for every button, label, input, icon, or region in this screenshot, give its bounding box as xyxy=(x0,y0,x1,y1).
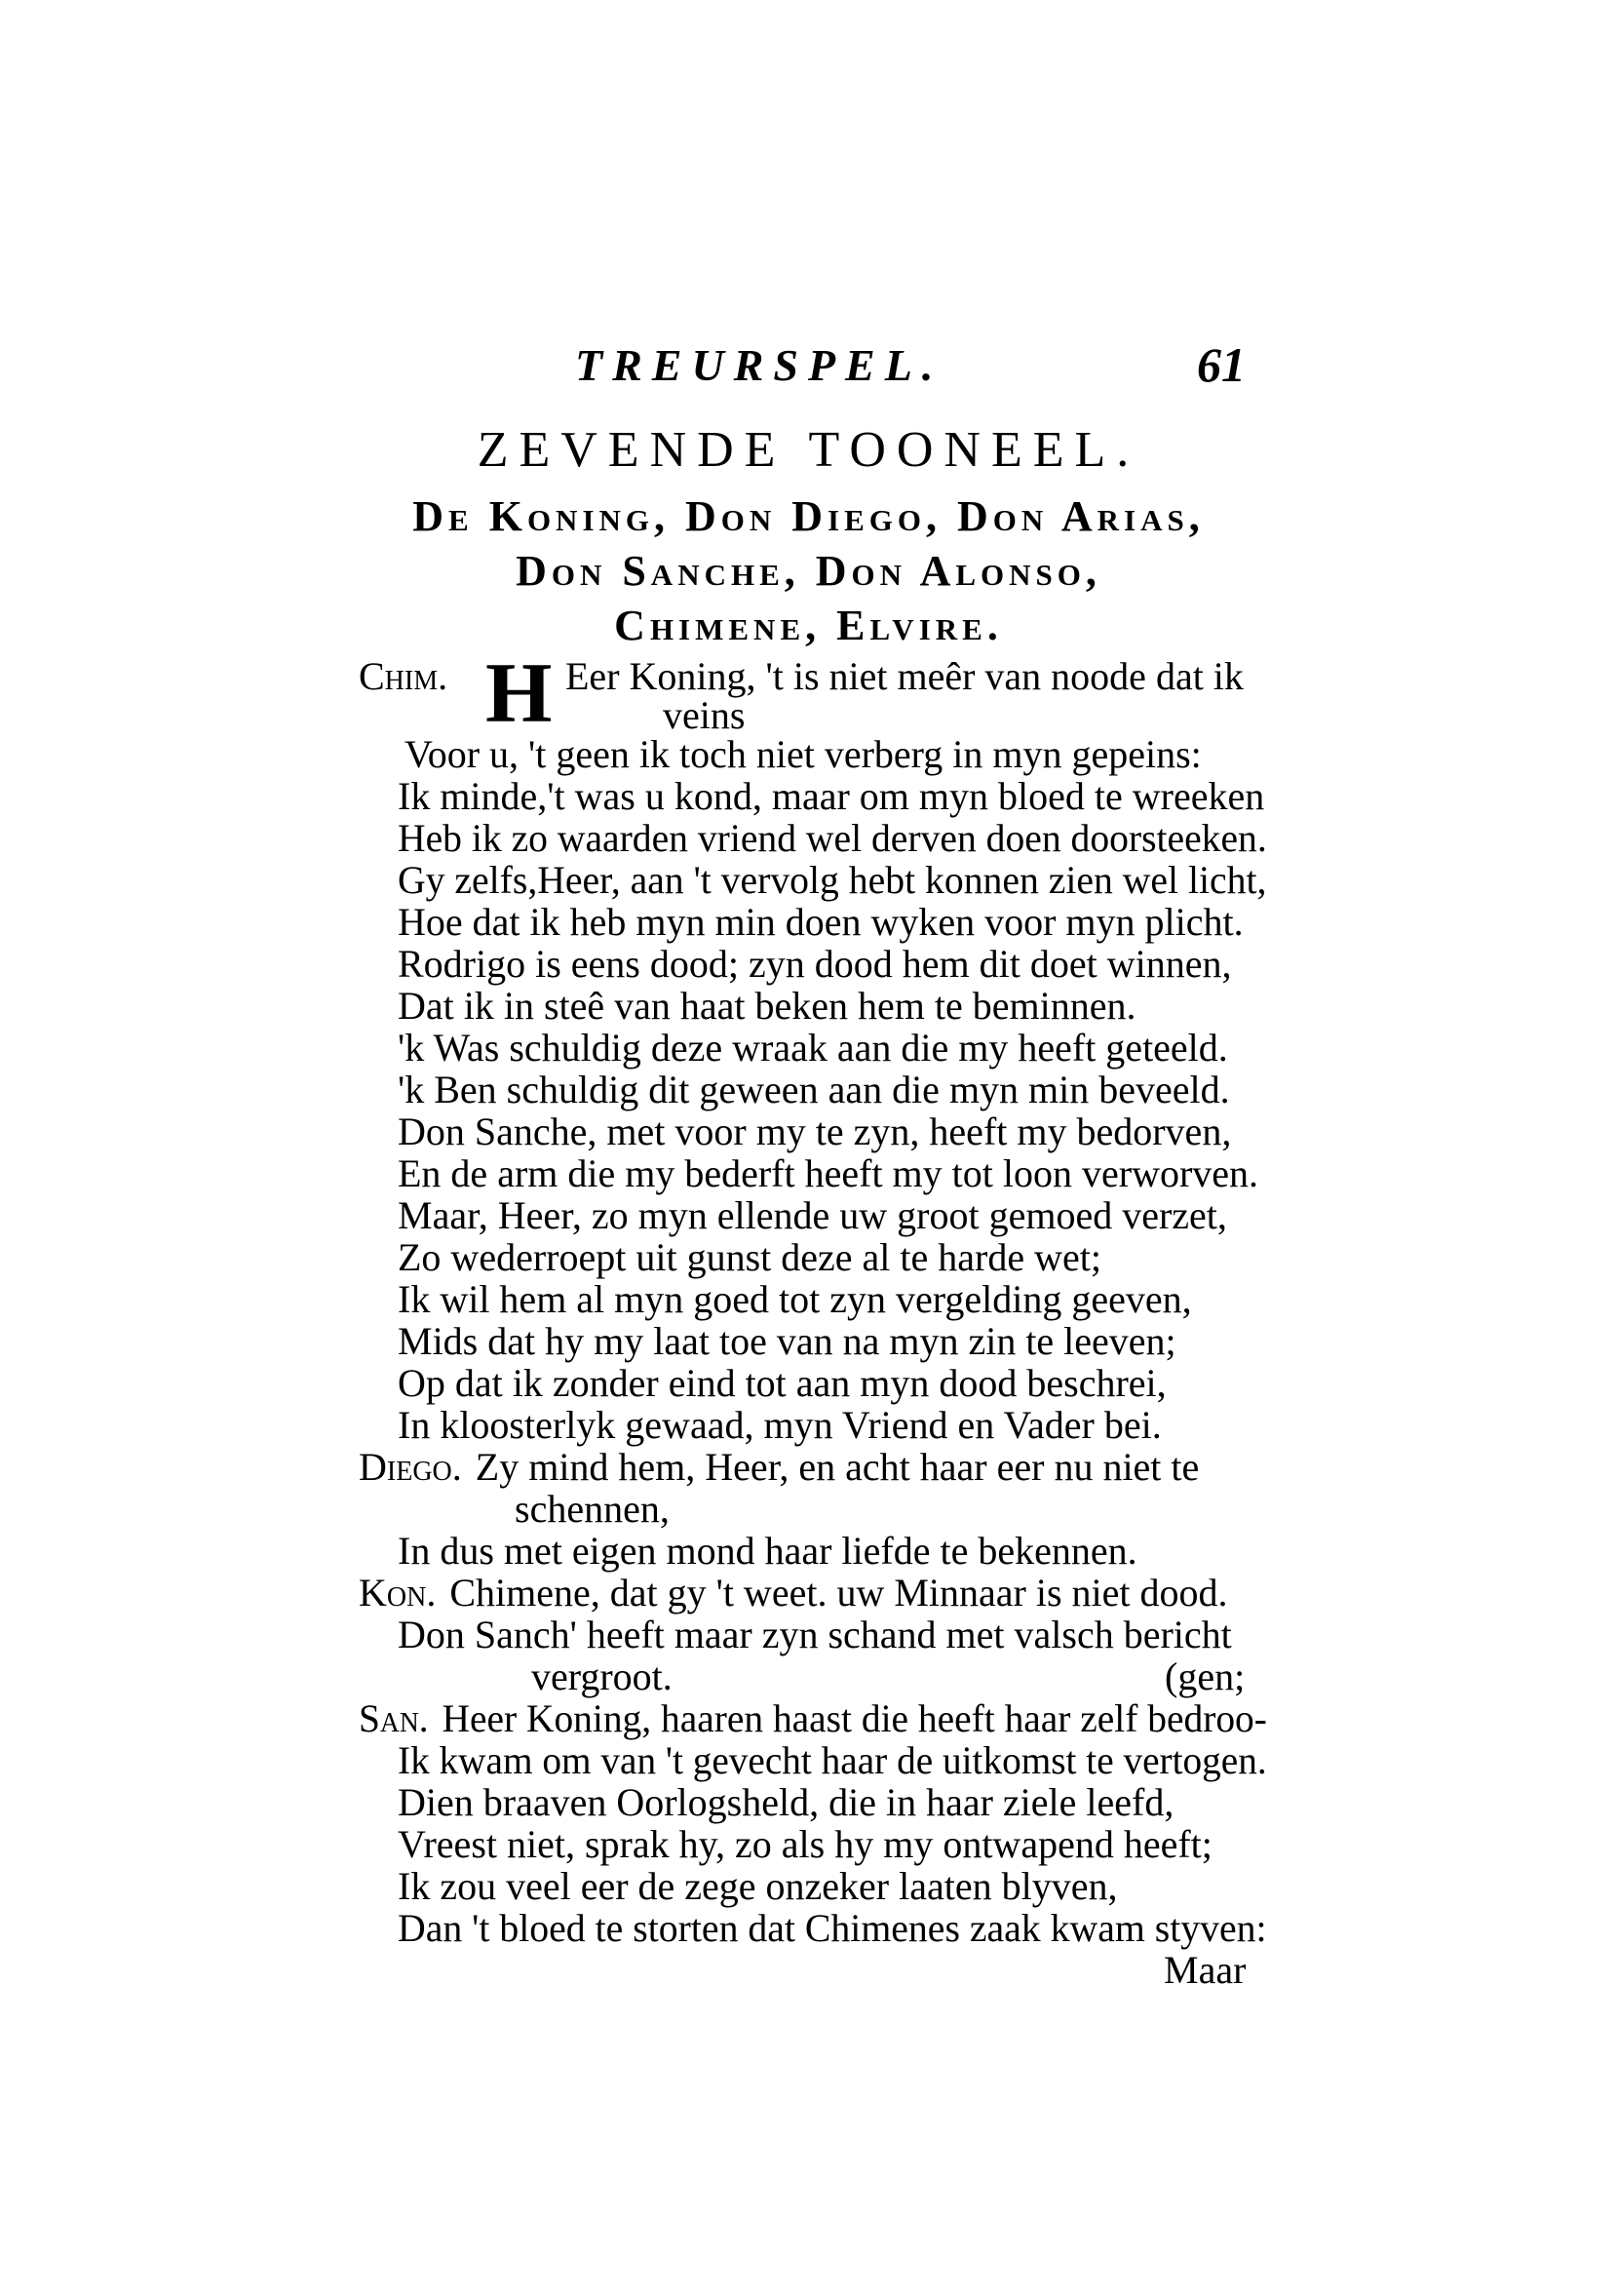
verse-line: Ik kwam om van 't gevecht haar de uitkomst te vertogen. xyxy=(398,1738,1267,1782)
speaker-line xyxy=(359,1446,1199,1489)
verse-line: Eer Koning, 't is niet meêr van noode dat ik xyxy=(565,654,1244,698)
verse-line: En de arm die my bederft heeft my tot loon verworven. xyxy=(398,1151,1259,1195)
page-number: 61 xyxy=(1197,337,1246,392)
verse-line: Don Sanch' heeft maar zyn schand met valsch bericht xyxy=(398,1613,1232,1656)
verse-line: Zy mind hem, Heer, en acht haar eer nu niet te xyxy=(475,1445,1200,1489)
verse-line: Hoe dat ik heb myn min doen wyken voor myn plicht. xyxy=(398,900,1244,944)
catchword: Maar xyxy=(1164,1948,1247,1992)
verse-line: Gy zelfs,Heer, aan 't vervolg hebt konnen zien wel licht, xyxy=(398,858,1267,902)
verse-line: Mids dat hy my laat toe van na myn zin te leeven; xyxy=(398,1319,1176,1363)
speaker-label: Kon. xyxy=(359,1571,437,1615)
verse-line: Ik minde,'t was u kond, maar om myn bloed te wreeken xyxy=(398,774,1265,818)
scene-title: ZEVENDE TOONEEL. xyxy=(477,422,1140,478)
verse-overflow: (gen; xyxy=(1165,1654,1246,1698)
verse-line: 'k Was schuldig deze wraak aan die my heeft geteeld. xyxy=(398,1026,1228,1070)
verse-line: Maar, Heer, zo myn ellende uw groot gemoed verzet, xyxy=(398,1193,1227,1237)
speaker-line xyxy=(359,1697,1267,1740)
cast-line: Don Sanche, Don Alonso, xyxy=(516,547,1101,595)
verse-line: Ik zou veel eer de zege onzeker laaten blyven, xyxy=(398,1864,1118,1908)
verse-line: Rodrigo is eens dood; zyn dood hem dit doet winnen, xyxy=(398,942,1232,986)
verse-line: veins xyxy=(663,693,746,737)
verse-line: Voor u, 't geen ik toch niet verberg in myn gepeins: xyxy=(404,732,1202,776)
drop-cap: H xyxy=(485,646,553,741)
verse-line: In dus met eigen mond haar liefde te bekennen. xyxy=(398,1529,1137,1573)
verse-line: Chimene, dat gy 't weet. uw Minnaar is niet dood. xyxy=(449,1571,1228,1615)
speaker-label: Chim. xyxy=(359,654,448,698)
running-title: TREURSPEL. xyxy=(575,340,943,390)
verse-line: In kloosterlyk gewaad, myn Vriend en Vader bei. xyxy=(398,1403,1162,1447)
verse-line: Ik wil hem al myn goed tot zyn vergelding geeven, xyxy=(398,1277,1192,1321)
verse-line: schennen, xyxy=(515,1487,670,1531)
verse-line: Dan 't bloed te storten dat Chimenes zaak kwam styven: xyxy=(398,1906,1267,1950)
verse-line: 'k Ben schuldig dit geween aan die myn min beveeld. xyxy=(398,1068,1230,1111)
verse-line: Dien braaven Oorlogsheld, die in haar ziele leefd, xyxy=(398,1780,1174,1824)
verse-line: Heb ik zo waarden vriend wel derven doen doorsteeken. xyxy=(398,816,1267,860)
verse-line: Zo wederroept uit gunst deze al te harde wet; xyxy=(398,1235,1101,1279)
speaker-label: Diego. xyxy=(359,1445,462,1489)
verse-line: Don Sanche, met voor my te zyn, heeft my bedorven, xyxy=(398,1109,1232,1153)
verse-line: Heer Koning, haaren haast die heeft haar zelf bedroo- xyxy=(442,1696,1267,1740)
speaker-line xyxy=(359,1572,1228,1615)
verse-line: Op dat ik zonder eind tot aan myn dood beschrei, xyxy=(398,1361,1167,1405)
verse-line: Dat ik in steê van haat beken hem te beminnen. xyxy=(398,984,1136,1028)
verse-line: Vreest niet, sprak hy, zo als hy my ontwapend heeft; xyxy=(398,1822,1213,1866)
cast-line: De Koning, Don Diego, Don Arias, xyxy=(412,492,1205,540)
cast-line: Chimene, Elvire. xyxy=(614,602,1003,649)
verse-line: vergroot. xyxy=(531,1654,673,1698)
speaker-label: San. xyxy=(359,1696,429,1740)
